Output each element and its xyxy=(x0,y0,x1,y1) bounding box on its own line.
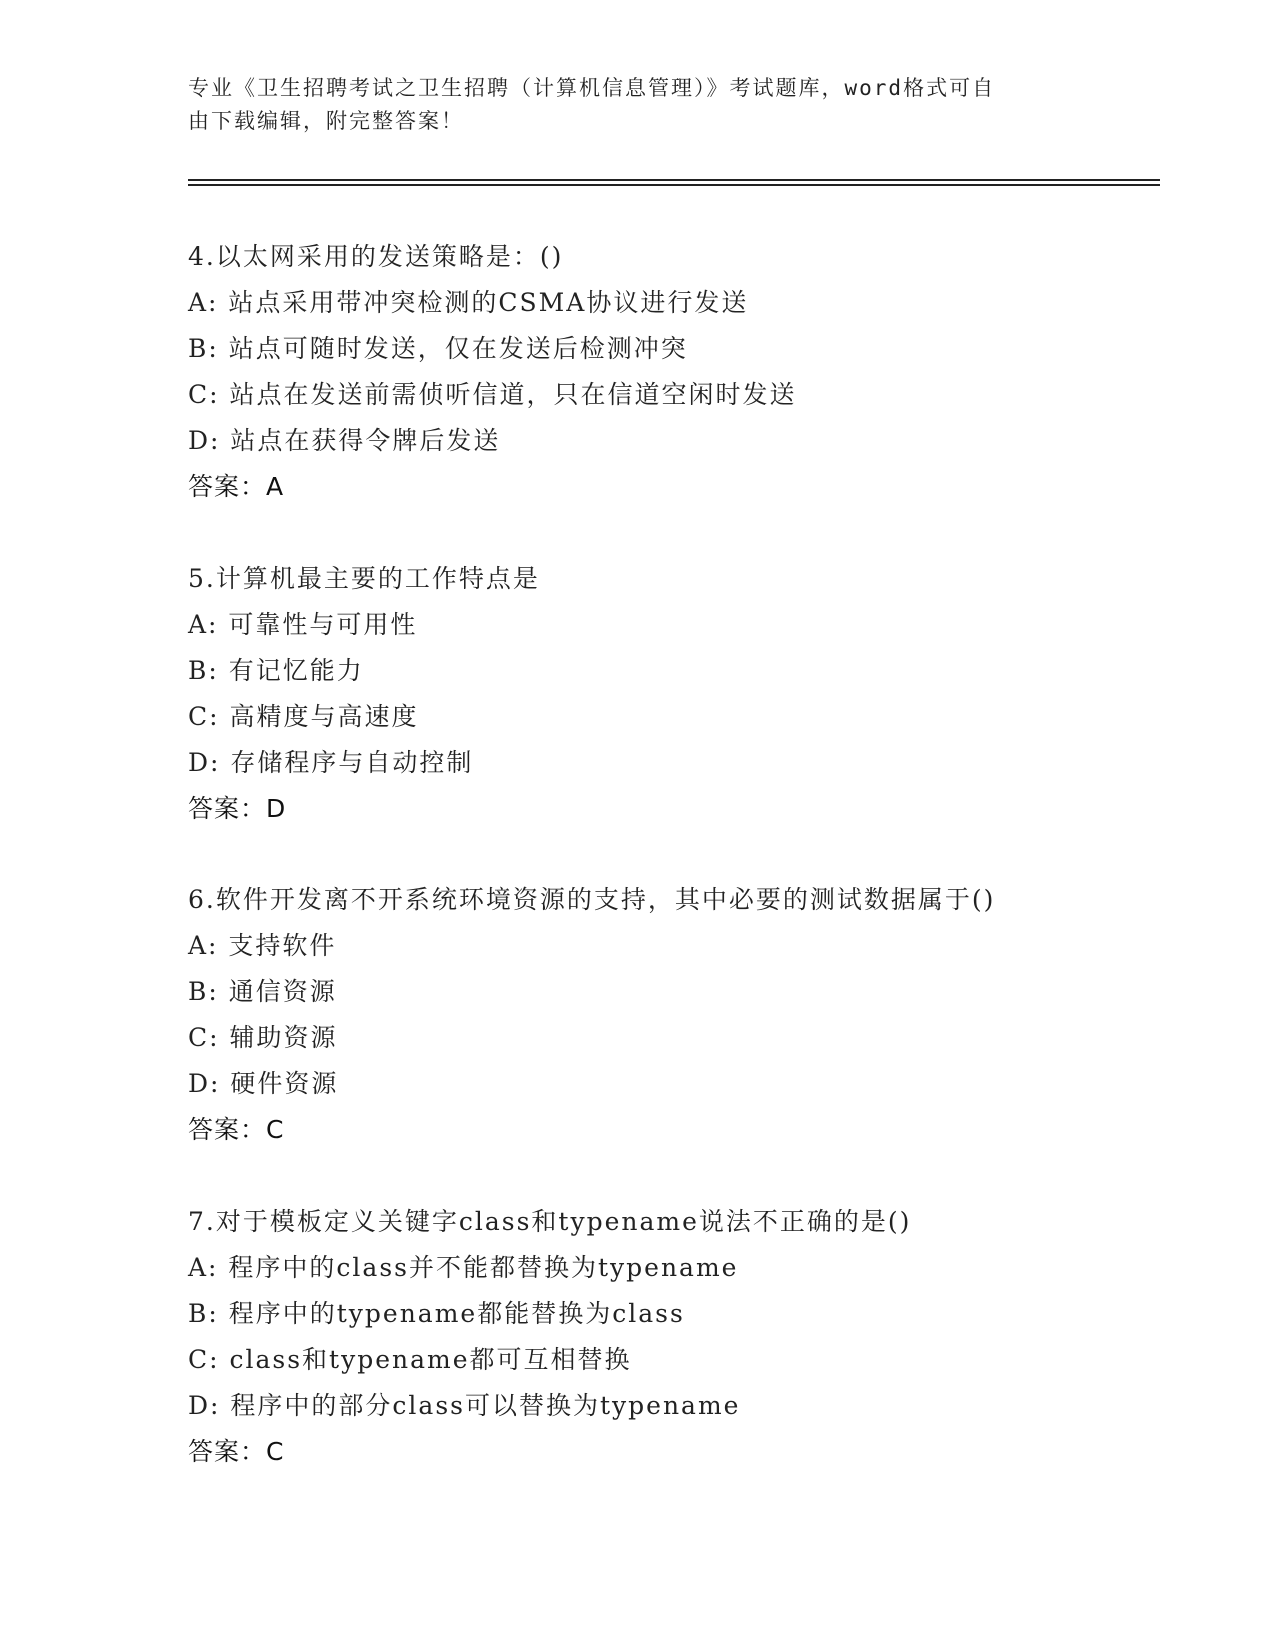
answer: 答案：A xyxy=(188,472,285,501)
question-stem: 6.软件开发离不开系统环境资源的支持，其中必要的测试数据属于() xyxy=(188,885,996,914)
option-b: B: 有记忆能力 xyxy=(188,656,364,685)
option-d: D: 站点在获得令牌后发送 xyxy=(188,426,501,455)
question-block xyxy=(188,1199,1188,1475)
question-stem: 7.对于模板定义关键字class和typename说法不正确的是() xyxy=(188,1207,912,1236)
option-c: C: class和typename都可互相替换 xyxy=(188,1345,632,1374)
option-b: B: 程序中的typename都能替换为class xyxy=(188,1299,685,1328)
option-a: A: 站点采用带冲突检测的CSMA协议进行发送 xyxy=(188,288,749,317)
option-d: D: 硬件资源 xyxy=(188,1069,339,1098)
option-d: D: 存储程序与自动控制 xyxy=(188,748,474,777)
question-stem: 5.计算机最主要的工作特点是 xyxy=(188,564,540,593)
option-c: C: 辅助资源 xyxy=(188,1023,338,1052)
option-b: B: 通信资源 xyxy=(188,977,337,1006)
header-divider-top xyxy=(188,179,1160,181)
option-d: D: 程序中的部分class可以替换为typename xyxy=(188,1391,741,1420)
option-c: C: 高精度与高速度 xyxy=(188,702,419,731)
answer: 答案：C xyxy=(188,1437,285,1466)
document-header xyxy=(188,72,1068,138)
question-block xyxy=(188,877,1188,1153)
header-divider-bottom xyxy=(188,184,1160,186)
question-stem: 4.以太网采用的发送策略是：() xyxy=(188,242,564,271)
answer: 答案：D xyxy=(188,794,287,823)
option-c: C: 站点在发送前需侦听信道，只在信道空闲时发送 xyxy=(188,380,797,409)
option-b: B: 站点可随时发送，仅在发送后检测冲突 xyxy=(188,334,688,363)
option-a: A: 支持软件 xyxy=(188,931,337,960)
option-a: A: 程序中的class并不能都替换为typename xyxy=(188,1253,739,1282)
header-line-2: 由下载编辑，附完整答案！ xyxy=(188,109,464,133)
question-block xyxy=(188,234,1188,510)
option-a: A: 可靠性与可用性 xyxy=(188,610,418,639)
question-block xyxy=(188,556,1188,832)
header-line-1: 专业《卫生招聘考试之卫生招聘（计算机信息管理）》考试题库，word格式可自 xyxy=(188,76,996,100)
answer: 答案：C xyxy=(188,1115,285,1144)
